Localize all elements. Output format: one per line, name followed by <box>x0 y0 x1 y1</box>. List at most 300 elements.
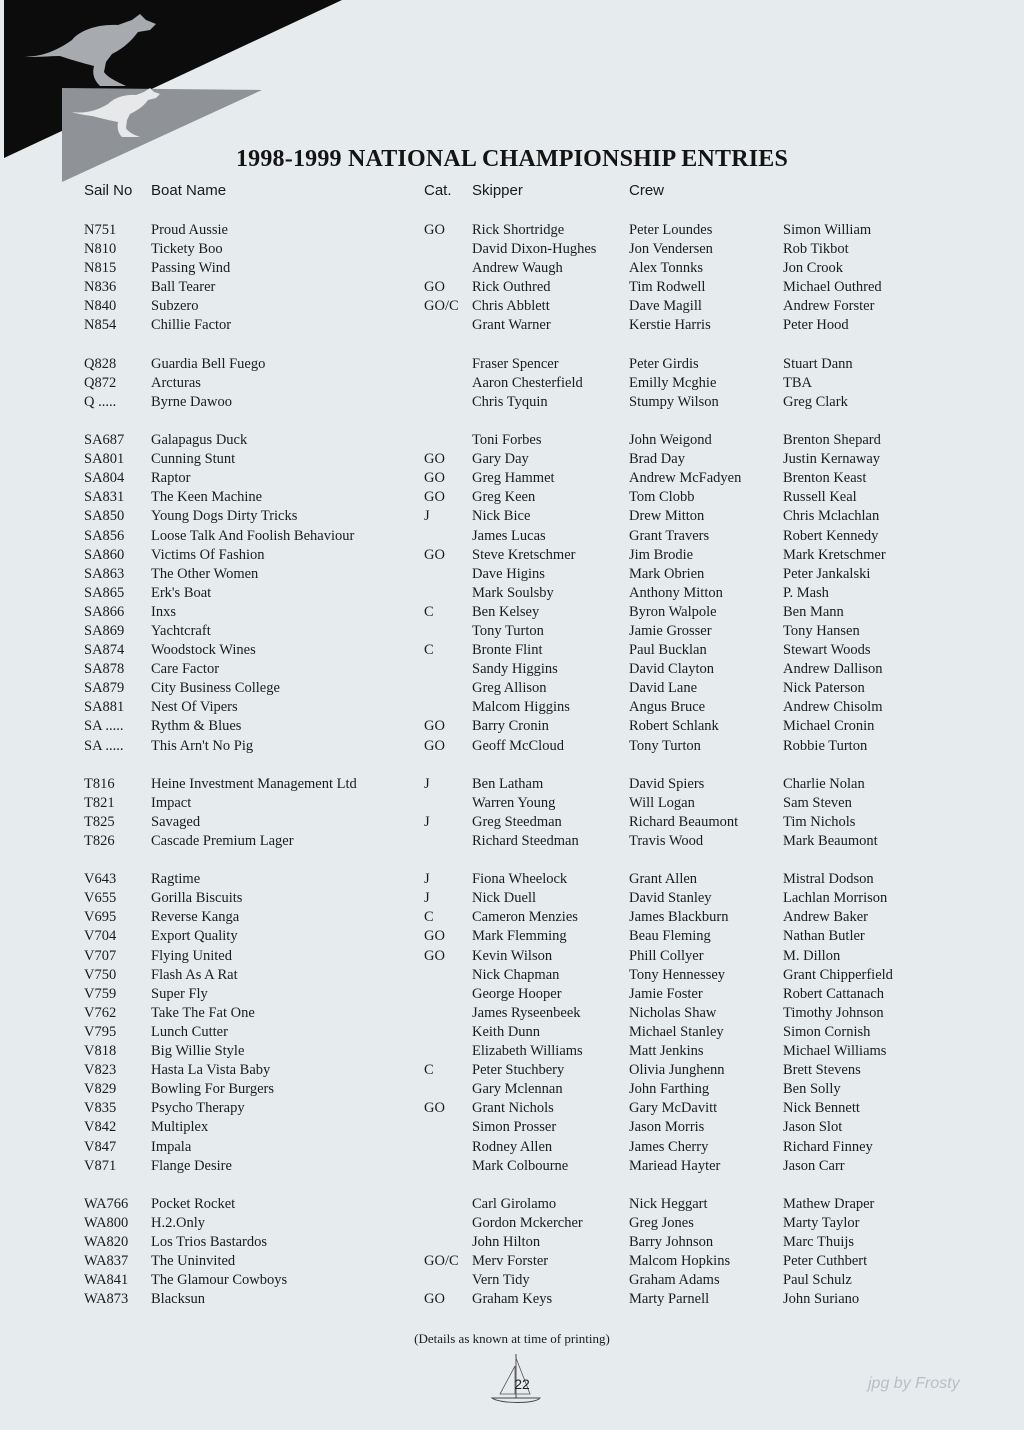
crew-name-1: Stumpy Wilson <box>629 393 719 410</box>
crew-name-1: Angus Bruce <box>629 699 706 716</box>
crew-name-1: Gary McDavitt <box>629 1100 718 1117</box>
boat-name: Big Willie Style <box>151 1043 245 1060</box>
skipper-name: Tony Turton <box>472 622 544 639</box>
table-row <box>0 507 1024 526</box>
crew-name-2: Nick Paterson <box>783 680 865 697</box>
table-row <box>0 1042 1024 1061</box>
boat-name: The Other Women <box>151 565 259 582</box>
sail-number: SA881 <box>84 699 125 716</box>
skipper-name: Fraser Spencer <box>472 355 559 372</box>
skipper-name: Chris Tyquin <box>472 393 548 410</box>
crew-name-1: Kerstie Harris <box>629 317 711 334</box>
sail-number: SA831 <box>84 489 125 506</box>
boat-name: Take The Fat One <box>151 1004 255 1021</box>
sail-number: SA865 <box>84 584 125 601</box>
sail-number: WA873 <box>84 1291 129 1308</box>
crew-name-1: Peter Girdis <box>629 355 699 372</box>
crew-name-1: Jamie Grosser <box>629 622 712 639</box>
table-row <box>0 622 1024 641</box>
sail-number: V795 <box>84 1023 117 1040</box>
table-row <box>0 240 1024 259</box>
crew-name-2: Justin Kernaway <box>783 451 881 468</box>
table-row <box>0 641 1024 660</box>
sail-number: WA820 <box>84 1233 129 1250</box>
boat-name: City Business College <box>151 680 280 697</box>
crew-name-2: Andrew Chisolm <box>783 699 883 716</box>
crew-name-2: Stuart Dann <box>783 355 853 372</box>
table-row <box>0 1061 1024 1080</box>
table-row <box>0 355 1024 374</box>
category: GO <box>424 928 445 945</box>
crew-name-2: Timothy Johnson <box>783 1004 884 1021</box>
crew-name-1: Marty Parnell <box>629 1291 710 1308</box>
crew-name-1: David Stanley <box>629 890 712 907</box>
skipper-name: Ben Latham <box>472 775 544 792</box>
boat-name: Hasta La Vista Baby <box>151 1062 271 1079</box>
sail-number: N815 <box>84 260 117 277</box>
category: C <box>424 1062 434 1079</box>
skipper-name: Geoff McCloud <box>472 737 564 754</box>
crew-name-2: Michael Outhred <box>783 279 882 296</box>
crew-name-1: Travis Wood <box>629 833 704 849</box>
boat-name: Cunning Stunt <box>151 451 236 468</box>
crew-name-1: Andrew McFadyen <box>629 470 742 487</box>
skipper-name: Nick Duell <box>472 890 537 907</box>
sail-number: N836 <box>84 279 117 296</box>
table-row <box>0 870 1024 889</box>
crew-name-2: Tim Nichols <box>783 813 856 830</box>
sail-number: V818 <box>84 1043 117 1060</box>
skipper-name: Grant Warner <box>472 317 551 334</box>
crew-name-2: Russell Keal <box>783 489 857 506</box>
skipper-name: Peter Stuchbery <box>472 1062 565 1079</box>
crew-name-1: Drew Mitton <box>629 508 705 525</box>
header-category: Cat. <box>424 182 452 199</box>
sail-number: SA874 <box>84 642 125 659</box>
skipper-name: Mark Colbourne <box>472 1157 569 1174</box>
skipper-name: Cameron Menzies <box>472 909 578 926</box>
sail-number: N810 <box>84 241 117 258</box>
table-row <box>0 1195 1024 1214</box>
skipper-name: Chris Abblett <box>472 298 550 315</box>
group-spacer <box>0 412 1024 431</box>
table-row <box>0 374 1024 393</box>
table-row <box>0 1138 1024 1157</box>
sail-number: SA801 <box>84 451 125 468</box>
skipper-name: Rick Shortridge <box>472 222 565 238</box>
boat-name: Guardia Bell Fuego <box>151 355 266 372</box>
boat-name: Cascade Premium Lager <box>151 833 294 849</box>
crew-name-1: Grant Allen <box>629 871 698 888</box>
category: C <box>424 603 434 620</box>
skipper-name: Greg Keen <box>472 489 536 506</box>
sail-number: V704 <box>84 928 117 945</box>
table-row <box>0 278 1024 297</box>
category: GO <box>424 947 445 964</box>
table-row <box>0 546 1024 565</box>
boat-name: Flange Desire <box>151 1157 232 1174</box>
page-number: 22 <box>514 1376 530 1392</box>
crew-name-2: Nick Bennett <box>783 1100 860 1117</box>
skipper-name: David Dixon-Hughes <box>472 241 597 258</box>
boat-name: Erk's Boat <box>151 584 212 601</box>
boat-name: Byrne Dawoo <box>151 393 232 410</box>
skipper-name: James Ryseenbeek <box>472 1004 581 1021</box>
boat-name: Impact <box>151 794 192 811</box>
crew-name-2: Tony Hansen <box>783 622 860 639</box>
category: GO <box>424 1291 445 1308</box>
crew-name-2: Charlie Nolan <box>783 775 865 792</box>
sail-number: V643 <box>84 871 117 888</box>
table-row <box>0 737 1024 756</box>
sail-number: SA878 <box>84 661 125 678</box>
group-spacer <box>0 1176 1024 1195</box>
crew-name-1: Tim Rodwell <box>629 279 706 296</box>
sail-number: WA837 <box>84 1253 129 1270</box>
table-row <box>0 316 1024 335</box>
skipper-name: Richard Steedman <box>472 833 579 849</box>
skipper-name: Steve Kretschmer <box>472 546 576 563</box>
skipper-name: Nick Chapman <box>472 966 560 983</box>
boat-name: The Keen Machine <box>151 489 263 506</box>
sail-number: T826 <box>84 833 115 849</box>
crew-name-2: Simon William <box>783 222 872 238</box>
crew-name-1: Peter Loundes <box>629 222 713 238</box>
skipper-name: Nick Bice <box>472 508 531 525</box>
boat-name: Raptor <box>151 470 191 487</box>
crew-name-1: Tony Turton <box>629 737 701 754</box>
sail-number: SA687 <box>84 432 125 449</box>
crew-name-2: Simon Cornish <box>783 1023 871 1040</box>
category: GO <box>424 451 445 468</box>
crew-name-1: Robert Schlank <box>629 718 719 735</box>
crew-name-1: Mariead Hayter <box>629 1157 721 1174</box>
boat-name: Tickety Boo <box>151 241 223 258</box>
sail-number: T825 <box>84 813 115 830</box>
crew-name-2: Mistral Dodson <box>783 871 874 888</box>
boat-name: Gorilla Biscuits <box>151 890 243 907</box>
skipper-name: Grant Nichols <box>472 1100 554 1117</box>
sail-number: V762 <box>84 1004 117 1021</box>
boat-name: Loose Talk And Foolish Behaviour <box>151 527 355 544</box>
skipper-name: Warren Young <box>472 794 556 811</box>
sail-number: V871 <box>84 1157 117 1174</box>
sail-number: V707 <box>84 947 117 964</box>
sail-number: SA869 <box>84 622 125 639</box>
sail-number: V835 <box>84 1100 117 1117</box>
skipper-name: Greg Hammet <box>472 470 555 487</box>
category: C <box>424 909 434 926</box>
table-row <box>0 488 1024 507</box>
table-row <box>0 679 1024 698</box>
skipper-name: Gary Mclennan <box>472 1081 563 1098</box>
sail-number: SA879 <box>84 680 125 697</box>
crew-name-2: Nathan Butler <box>783 928 865 945</box>
crew-name-1: Michael Stanley <box>629 1023 724 1040</box>
crew-name-2: TBA <box>783 374 812 391</box>
table-row <box>0 1252 1024 1271</box>
table-row <box>0 1099 1024 1118</box>
boat-name: Passing Wind <box>151 260 231 277</box>
sail-number: N840 <box>84 298 117 315</box>
boat-name: Yachtcraft <box>151 622 211 639</box>
skipper-name: Graham Keys <box>472 1291 553 1308</box>
crew-name-2: Brenton Keast <box>783 470 867 487</box>
crew-name-1: Jamie Foster <box>629 985 703 1002</box>
skipper-name: James Lucas <box>472 527 546 544</box>
sail-number: V759 <box>84 985 117 1002</box>
boat-name: Lunch Cutter <box>151 1023 228 1040</box>
crew-name-1: Graham Adams <box>629 1272 720 1289</box>
crew-name-1: Nicholas Shaw <box>629 1004 717 1021</box>
crew-name-2: Mathew Draper <box>783 1195 875 1212</box>
skipper-name: Mark Flemming <box>472 928 567 945</box>
crew-name-2: Grant Chipperfield <box>783 966 893 983</box>
crew-name-2: Peter Jankalski <box>783 565 871 582</box>
category: C <box>424 642 434 659</box>
category: GO <box>424 737 445 754</box>
header-sail-no: Sail No <box>84 182 133 199</box>
sail-number: T821 <box>84 794 115 811</box>
sail-number: WA800 <box>84 1214 129 1231</box>
boat-name: Rythm & Blues <box>151 718 242 735</box>
crew-name-2: Andrew Baker <box>783 909 868 926</box>
skipper-name: Toni Forbes <box>472 432 542 449</box>
skipper-name: Barry Cronin <box>472 718 549 735</box>
category: J <box>424 890 430 907</box>
sail-number: WA766 <box>84 1195 129 1212</box>
group-spacer <box>0 851 1024 870</box>
crew-name-2: Rob Tikbot <box>783 241 849 258</box>
crew-name-1: Jim Brodie <box>629 546 694 563</box>
skipper-name: Malcom Higgins <box>472 699 570 716</box>
table-row <box>0 221 1024 240</box>
crew-name-2: Michael Williams <box>783 1043 887 1060</box>
header-boat-name: Boat Name <box>151 182 227 199</box>
watermark-credit: jpg by Frosty <box>868 1375 960 1392</box>
table-row <box>0 813 1024 832</box>
skipper-name: Aaron Chesterfield <box>472 374 583 391</box>
crew-name-1: Alex Tonnks <box>629 260 704 277</box>
crew-name-1: Emilly Mcghie <box>629 374 717 391</box>
boat-name: Chillie Factor <box>151 317 232 334</box>
crew-name-2: Peter Hood <box>783 317 849 334</box>
category: GO/C <box>424 1253 459 1270</box>
table-row <box>0 1080 1024 1099</box>
crew-name-1: Jon Vendersen <box>629 241 713 258</box>
category: GO <box>424 489 445 506</box>
boat-name: Bowling For Burgers <box>151 1081 274 1098</box>
crew-name-1: David Lane <box>629 680 698 697</box>
table-row <box>0 527 1024 546</box>
skipper-name: Bronte Flint <box>472 642 543 659</box>
crew-name-2: Marc Thuijs <box>783 1233 855 1250</box>
skipper-name: Greg Allison <box>472 680 547 697</box>
boat-name: The Uninvited <box>151 1253 236 1270</box>
category: GO <box>424 222 445 238</box>
table-row <box>0 431 1024 450</box>
sail-number: Q ..... <box>84 393 117 410</box>
table-row <box>0 698 1024 717</box>
table-row <box>0 660 1024 679</box>
boat-name: Export Quality <box>151 928 238 945</box>
page-title: 1998-1999 NATIONAL CHAMPIONSHIP ENTRIES <box>235 146 789 172</box>
category: GO <box>424 470 445 487</box>
table-row <box>0 1004 1024 1023</box>
sail-number: V829 <box>84 1081 117 1098</box>
entries-table <box>0 221 1024 1309</box>
crew-name-1: Tony Hennessey <box>629 966 726 983</box>
boat-name: Flash As A Rat <box>151 966 238 983</box>
table-row <box>0 1271 1024 1290</box>
sail-number: SA804 <box>84 470 125 487</box>
crew-name-2: Paul Schulz <box>783 1272 852 1289</box>
boat-name: Proud Aussie <box>151 222 228 238</box>
skipper-name: Simon Prosser <box>472 1119 557 1136</box>
table-row <box>0 1118 1024 1137</box>
crew-name-2: M. Dillon <box>783 947 841 964</box>
crew-name-2: Lachlan Morrison <box>783 890 888 907</box>
table-row <box>0 832 1024 851</box>
boat-name: This Arn't No Pig <box>151 737 254 754</box>
sail-number: WA841 <box>84 1272 129 1289</box>
table-row <box>0 775 1024 794</box>
crew-name-2: John Suriano <box>783 1291 860 1308</box>
skipper-name: Gary Day <box>472 451 529 468</box>
crew-name-1: Dave Magill <box>629 298 702 315</box>
sail-number: V655 <box>84 890 117 907</box>
crew-name-2: Richard Finney <box>783 1138 873 1155</box>
table-row <box>0 1214 1024 1233</box>
crew-name-2: Andrew Dallison <box>783 661 883 678</box>
boat-name: Multiplex <box>151 1119 209 1136</box>
crew-name-2: Sam Steven <box>783 794 852 811</box>
crew-name-1: Nick Heggart <box>629 1195 708 1212</box>
boat-name: Nest Of Vipers <box>151 699 238 716</box>
category: GO <box>424 546 445 563</box>
skipper-name: Vern Tidy <box>472 1272 530 1289</box>
crew-name-2: Robert Kennedy <box>783 527 879 544</box>
table-row <box>0 297 1024 316</box>
boat-name: Super Fly <box>151 985 208 1002</box>
boat-name: Savaged <box>151 813 201 830</box>
boat-name: Care Factor <box>151 661 220 678</box>
category: GO <box>424 1100 445 1117</box>
boat-name: Galapagus Duck <box>151 432 248 449</box>
boat-name: Arcturas <box>151 374 201 391</box>
crew-name-1: Mark Obrien <box>629 565 705 582</box>
crew-name-1: David Clayton <box>629 661 714 678</box>
crew-name-2: Michael Cronin <box>783 718 875 735</box>
table-row <box>0 1157 1024 1176</box>
boat-name: Reverse Kanga <box>151 909 240 926</box>
crew-name-1: Anthony Mitton <box>629 584 723 601</box>
crew-name-2: Greg Clark <box>783 393 848 410</box>
sail-number: SA866 <box>84 603 125 620</box>
crew-name-2: Brett Stevens <box>783 1062 861 1079</box>
boat-name: Ball Tearer <box>151 279 216 296</box>
crew-name-1: Olivia Junghenn <box>629 1062 725 1079</box>
table-row <box>0 603 1024 622</box>
boat-name: Blacksun <box>151 1291 205 1308</box>
crew-name-2: Stewart Woods <box>783 642 871 659</box>
crew-name-1: Byron Walpole <box>629 603 717 620</box>
boat-name: Inxs <box>151 603 176 620</box>
table-row <box>0 565 1024 584</box>
crew-name-2: Andrew Forster <box>783 298 875 315</box>
table-row <box>0 1290 1024 1309</box>
boat-name: Victims Of Fashion <box>151 546 265 563</box>
crew-name-2: Ben Mann <box>783 603 844 620</box>
table-row <box>0 947 1024 966</box>
boat-name: Ragtime <box>151 871 201 888</box>
sail-number: V842 <box>84 1119 117 1136</box>
boat-name: Pocket Rocket <box>151 1195 236 1212</box>
table-row <box>0 393 1024 412</box>
crew-name-2: Jason Carr <box>783 1157 845 1174</box>
crew-name-1: John Weigond <box>629 432 712 449</box>
skipper-name: Andrew Waugh <box>472 260 563 277</box>
crew-name-2: Marty Taylor <box>783 1214 860 1231</box>
sail-number: N751 <box>84 222 117 238</box>
sail-number: SA856 <box>84 527 125 544</box>
skipper-name: Rick Outhred <box>472 279 551 296</box>
group-spacer <box>0 756 1024 775</box>
crew-name-1: John Farthing <box>629 1081 710 1098</box>
sail-number: SA863 <box>84 565 125 582</box>
crew-name-1: James Cherry <box>629 1138 709 1155</box>
header-skipper: Skipper <box>472 182 523 199</box>
boat-name: Woodstock Wines <box>151 642 256 659</box>
table-row <box>0 927 1024 946</box>
sail-number: SA ..... <box>84 737 124 754</box>
sail-number: SA860 <box>84 546 125 563</box>
sail-number: Q828 <box>84 355 117 372</box>
skipper-name: Mark Soulsby <box>472 584 554 601</box>
crew-name-2: Mark Beaumont <box>783 833 878 849</box>
crew-name-1: Tom Clobb <box>629 489 695 506</box>
category: J <box>424 871 430 888</box>
sail-number: V823 <box>84 1062 117 1079</box>
crew-name-1: Jason Morris <box>629 1119 705 1136</box>
boat-name: H.2.Only <box>151 1214 205 1231</box>
table-row <box>0 794 1024 813</box>
table-row <box>0 259 1024 278</box>
crew-name-1: Grant Travers <box>629 527 710 544</box>
table-row <box>0 584 1024 603</box>
category: J <box>424 813 430 830</box>
crew-name-1: Will Logan <box>629 794 695 811</box>
header-crew: Crew <box>629 182 665 199</box>
crew-name-2: P. Mash <box>783 584 829 601</box>
crew-name-1: Brad Day <box>629 451 685 468</box>
crew-name-1: Phill Collyer <box>629 947 704 964</box>
boat-name: Heine Investment Management Ltd <box>151 775 357 792</box>
skipper-name: Fiona Wheelock <box>472 871 568 888</box>
category: J <box>424 508 430 525</box>
table-row <box>0 985 1024 1004</box>
skipper-name: Gordon Mckercher <box>472 1214 583 1231</box>
skipper-name: George Hooper <box>472 985 562 1002</box>
boat-name: Flying United <box>151 947 232 964</box>
table-row <box>0 1023 1024 1042</box>
skipper-name: Dave Higins <box>472 565 545 582</box>
boat-name: Young Dogs Dirty Tricks <box>151 508 298 525</box>
crew-name-1: Greg Jones <box>629 1214 694 1231</box>
crew-name-1: Barry Johnson <box>629 1233 714 1250</box>
boat-name: Los Trios Bastardos <box>151 1233 268 1250</box>
sail-number: T816 <box>84 775 115 792</box>
